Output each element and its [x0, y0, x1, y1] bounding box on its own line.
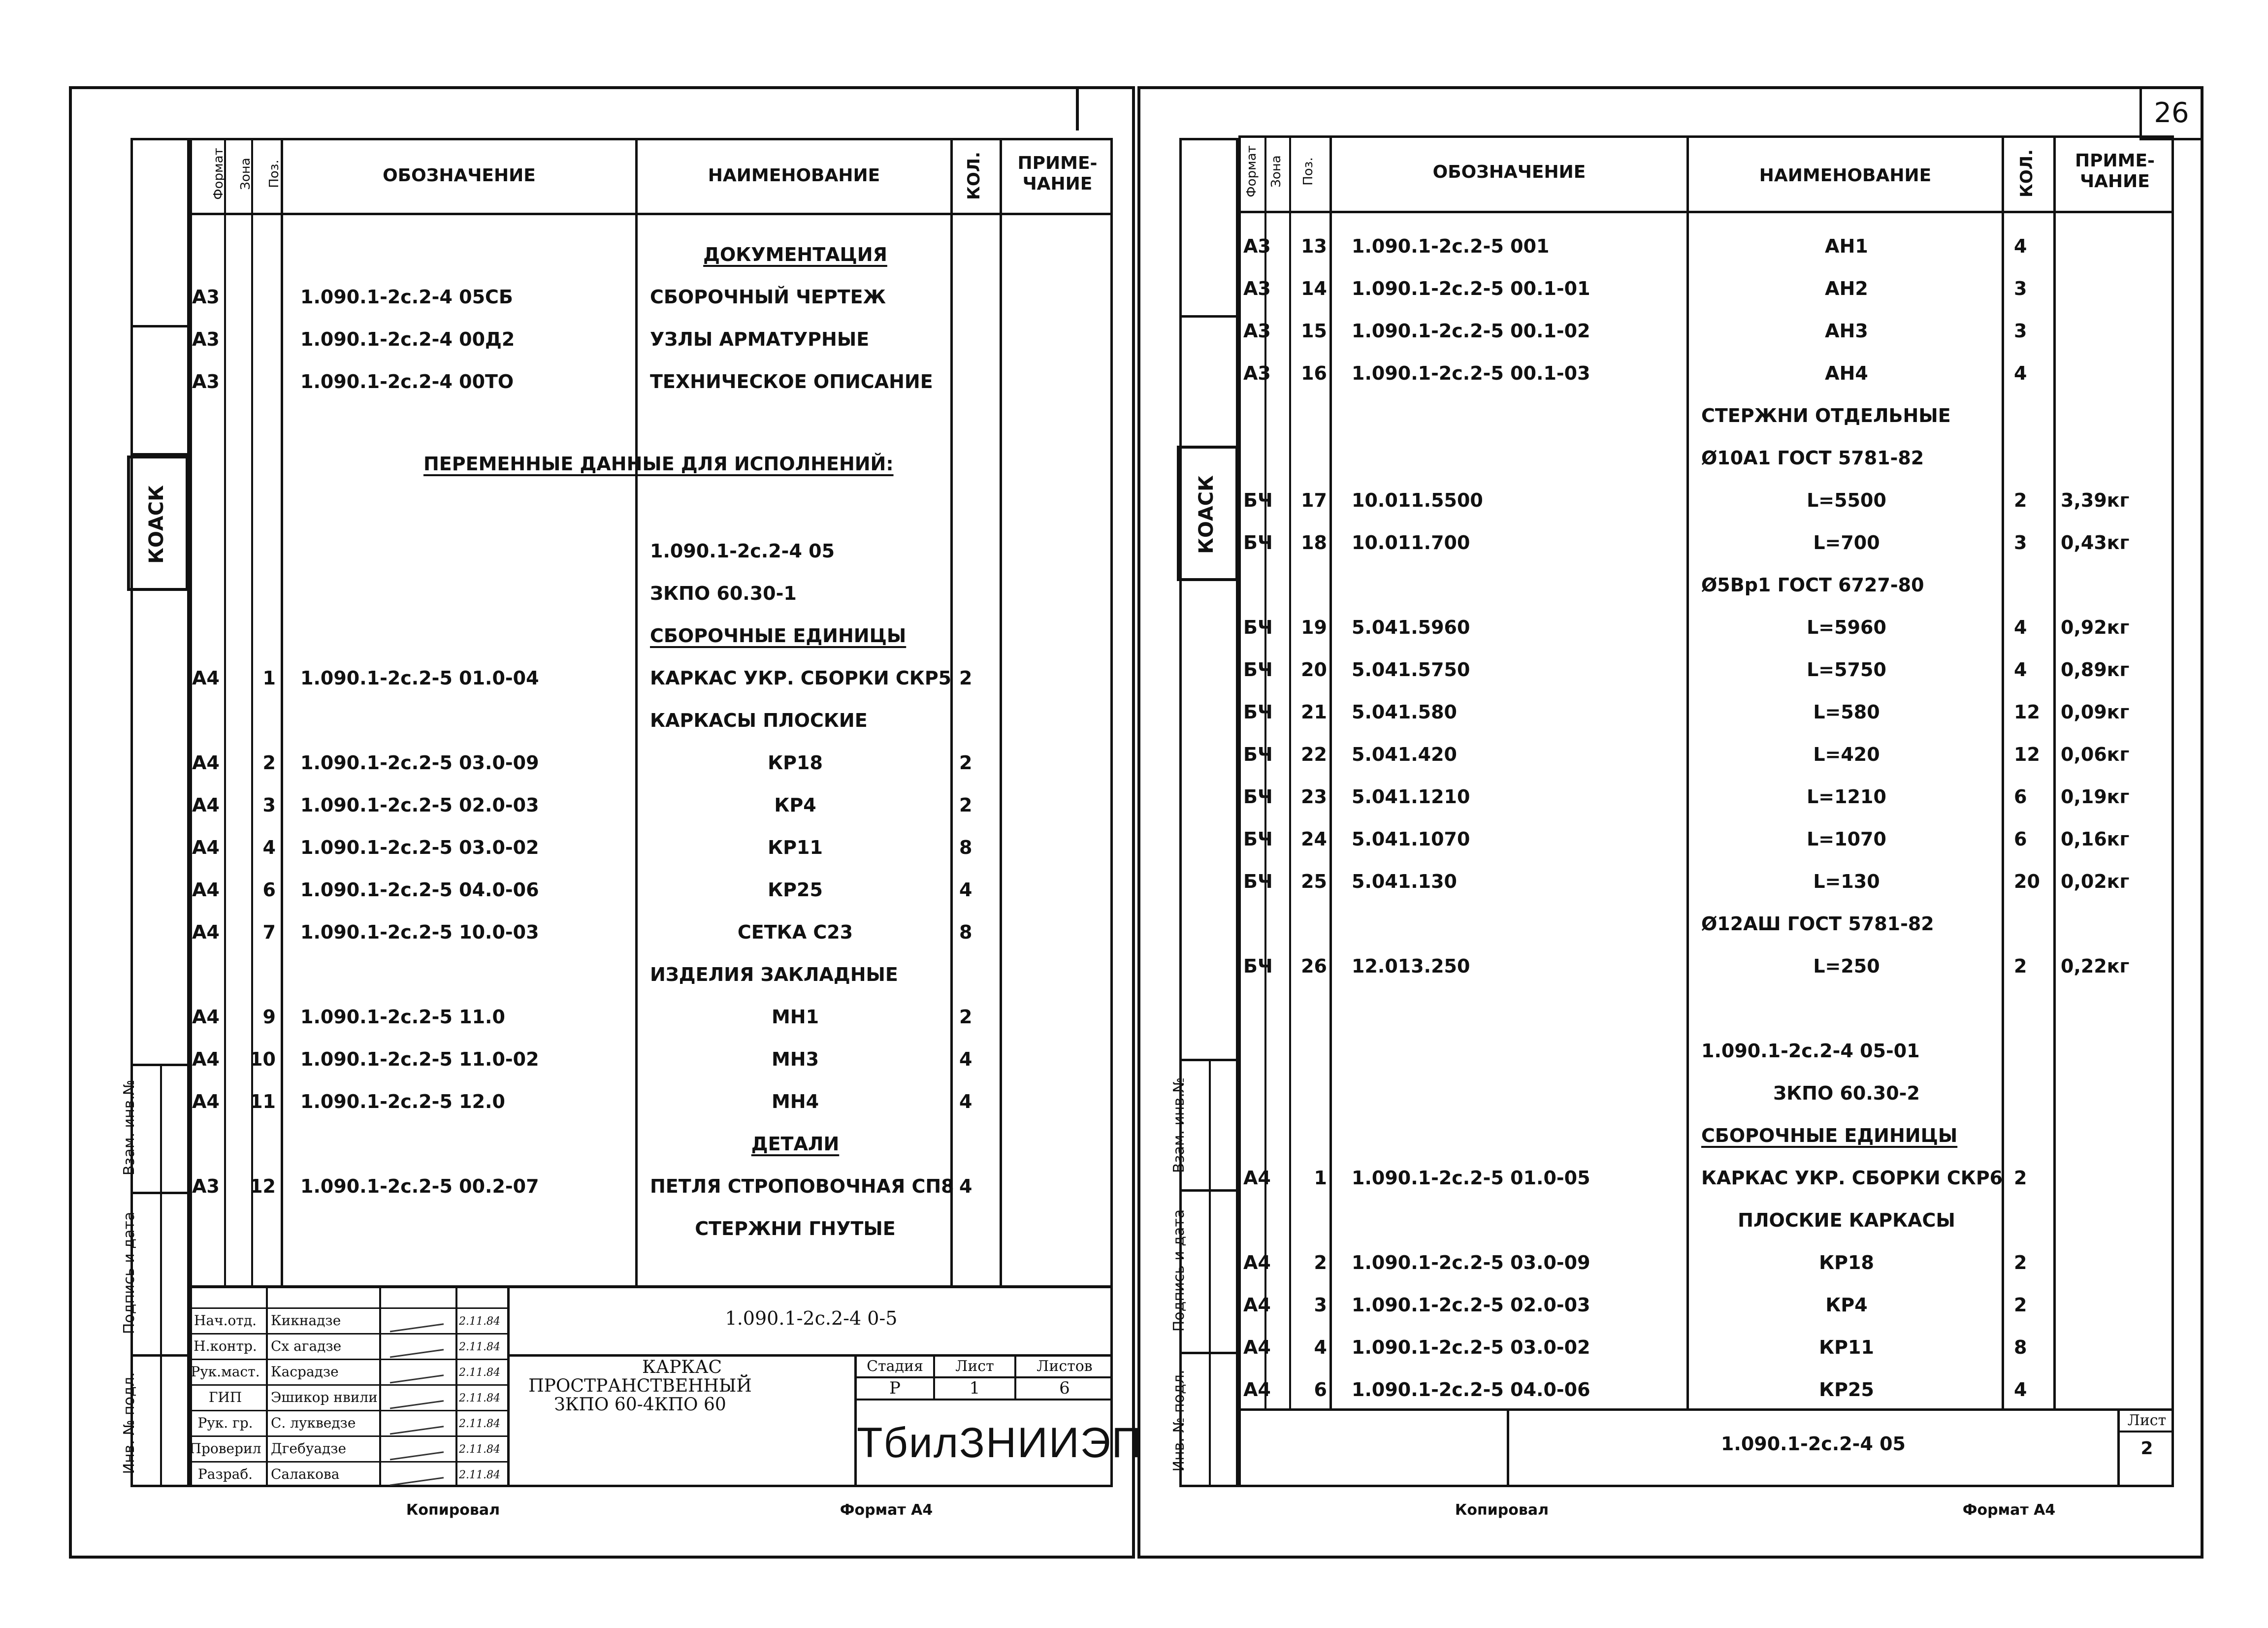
- row-format: БЧ: [1243, 489, 1273, 511]
- row-name: ПЛОСКИЕ КАРКАСЫ: [1738, 1209, 1955, 1231]
- row-format: А4: [192, 1048, 220, 1070]
- row-name: СБОРОЧНЫЕ ЕДИНИЦЫ: [650, 625, 907, 647]
- row-designation: 1.090.1-2с.2-5 11.0-02: [300, 1048, 539, 1070]
- row-quantity: 6: [2014, 786, 2027, 808]
- tb-date: 2.11.84: [459, 1418, 500, 1430]
- tb-role: Рук. гр.: [197, 1415, 253, 1431]
- row-name: МН4: [771, 1091, 819, 1112]
- tb-person: С. лукведзе: [271, 1415, 356, 1431]
- tb-role: Проверил: [189, 1440, 261, 1457]
- tb-date: 2.11.84: [459, 1392, 500, 1404]
- tb-person: Дгебуадзе: [271, 1440, 347, 1457]
- row-quantity: 8: [959, 837, 972, 858]
- right-inv-subst-label: Взам. инв.№: [1170, 1077, 1188, 1173]
- row-quantity: 12: [2014, 744, 2040, 765]
- left-inv-orig-label: Инв. № подл.: [121, 1372, 138, 1474]
- row-name: УЗЛЫ АРМАТУРНЫЕ: [650, 328, 870, 350]
- row-designation: 1.090.1-2с.2-4 00ТО: [300, 371, 514, 392]
- tb-role: Нач.отд.: [194, 1312, 257, 1329]
- tb-person: Салакова: [271, 1466, 340, 1482]
- row-format: А3: [192, 286, 220, 308]
- tb-row-line: [190, 1410, 507, 1411]
- row-position: 25: [1301, 871, 1327, 892]
- row-designation: 10.011.700: [1352, 532, 1470, 554]
- tb-line: [266, 1285, 268, 1487]
- right-hdr-designation: ОБОЗНАЧЕНИЕ: [1432, 162, 1586, 182]
- row-quantity: 2: [2014, 955, 2027, 977]
- row-name: L=130: [1813, 871, 1880, 892]
- left-hdr-note-2: ЧАНИЕ: [1022, 174, 1093, 194]
- row-position: 13: [1301, 235, 1327, 257]
- col-line: [1329, 135, 1332, 1411]
- row-quantity: 6: [2014, 828, 2027, 850]
- row-format: А3: [192, 371, 220, 392]
- tb-date: 2.11.84: [459, 1315, 500, 1328]
- row-format: А4: [1243, 1294, 1271, 1316]
- row-name: L=1210: [1807, 786, 1886, 808]
- row-name: L=580: [1813, 701, 1880, 723]
- row-quantity: 3: [2014, 320, 2027, 342]
- row-designation: 5.041.5750: [1352, 659, 1470, 681]
- row-position: 12: [250, 1175, 276, 1197]
- row-position: 4: [262, 837, 276, 858]
- row-name: КР18: [1819, 1252, 1874, 1273]
- row-designation: 1.090.1-2с.2-4 00Д2: [300, 328, 515, 350]
- row-designation: 5.041.580: [1352, 701, 1457, 723]
- strip-vdiv: [1209, 1059, 1211, 1487]
- row-name: L=250: [1813, 955, 1880, 977]
- row-quantity: 4: [959, 1175, 972, 1197]
- row-name: КАРКАС УКР. СБОРКИ СКР6: [1701, 1167, 2003, 1189]
- row-quantity: 2: [959, 752, 972, 774]
- tb-date: 2.11.84: [459, 1469, 500, 1481]
- row-quantity: 2: [959, 667, 972, 689]
- right-header-divider: [1238, 211, 2174, 213]
- row-format: А4: [1243, 1336, 1271, 1358]
- row-note: 0,19кг: [2061, 786, 2130, 808]
- row-note: 0,06кг: [2061, 744, 2130, 765]
- row-quantity: 4: [959, 879, 972, 901]
- row-format: БЧ: [1243, 871, 1273, 892]
- row-name: Ø12АШ ГОСТ 5781-82: [1701, 913, 1934, 935]
- right-hdr-format: Формат: [1244, 145, 1259, 197]
- row-name: АН2: [1825, 278, 1868, 299]
- row-quantity: 12: [2014, 701, 2040, 723]
- col-line: [281, 138, 283, 1285]
- row-name: Ø5Вр1 ГОСТ 6727-80: [1701, 574, 1924, 596]
- row-name: КР18: [768, 752, 823, 774]
- right-hdr-zone: Зона: [1269, 155, 1284, 188]
- row-note: 0,09кг: [2061, 701, 2130, 723]
- row-format: А4: [192, 1091, 220, 1112]
- col-line: [1289, 135, 1291, 1411]
- row-quantity: 2: [2014, 1252, 2027, 1273]
- row-format: А3: [192, 1175, 220, 1197]
- col-line: [251, 138, 253, 1285]
- right-hdr-qty: КОЛ.: [2017, 149, 2037, 197]
- row-designation: 1.090.1-2с.2-5 03.0-09: [1352, 1252, 1590, 1273]
- left-hdr-pos: Поз.: [267, 160, 282, 188]
- tb-role: Н.контр.: [194, 1338, 257, 1354]
- right-sign-date-label: Подпись и дата: [1170, 1209, 1188, 1332]
- row-designation: 1.090.1-2с.2-5 01.0-04: [300, 667, 539, 689]
- row-format: БЧ: [1243, 659, 1273, 681]
- tb-date: 2.11.84: [459, 1341, 500, 1353]
- row-designation: 1.090.1-2с.2-5 04.0-06: [300, 879, 539, 901]
- row-position: 26: [1301, 955, 1327, 977]
- right-footer-sheet: 2: [2140, 1438, 2153, 1459]
- strip-vdiv: [160, 1064, 162, 1487]
- row-name: КР11: [768, 837, 823, 858]
- right-hdr-note-1: ПРИМЕ-: [2075, 151, 2155, 171]
- row-quantity: 4: [2014, 1379, 2027, 1400]
- row-position: 15: [1301, 320, 1327, 342]
- row-format: А3: [192, 328, 220, 350]
- row-format: БЧ: [1243, 744, 1273, 765]
- row-position: 3: [262, 794, 276, 816]
- left-hdr-format: Формат: [211, 148, 226, 200]
- row-designation: 12.013.250: [1352, 955, 1470, 977]
- row-note: 3,39кг: [2061, 489, 2130, 511]
- left-titleblock-top: [190, 1285, 1113, 1288]
- footer-line: [2117, 1431, 2174, 1433]
- row-format: А3: [1243, 278, 1271, 299]
- row-name: СБОРОЧНЫЙ ЧЕРТЕЖ: [650, 286, 886, 308]
- col-line: [224, 138, 226, 1285]
- left-tb-sheet-label: Лист: [955, 1358, 994, 1375]
- row-designation: 1.090.1-2с.2-5 001: [1352, 235, 1550, 257]
- row-name: КР25: [768, 879, 823, 901]
- tb-date: 2.11.84: [459, 1443, 500, 1456]
- left-inv-subst-label: Взам. инв.№: [121, 1079, 138, 1176]
- row-name: КР25: [1819, 1379, 1874, 1400]
- row-name: ДЕТАЛИ: [751, 1133, 840, 1155]
- left-sheet-top-tab: [1076, 86, 1079, 130]
- row-name: АН1: [1825, 235, 1868, 257]
- row-quantity: 3: [2014, 278, 2027, 299]
- row-note: 0,89кг: [2061, 659, 2130, 681]
- row-designation: 1.090.1-2с.2-4 05СБ: [300, 286, 513, 308]
- col-line: [635, 138, 638, 1285]
- row-quantity: 2: [2014, 1167, 2027, 1189]
- row-designation: 1.090.1-2с.2-5 02.0-03: [1352, 1294, 1590, 1316]
- row-designation: 5.041.420: [1352, 744, 1457, 765]
- left-tb-sheet: 1: [969, 1378, 980, 1398]
- right-format: Формат А4: [1962, 1501, 2056, 1519]
- row-format: А4: [192, 667, 220, 689]
- row-name: АН3: [1825, 320, 1868, 342]
- tb-role: Рук.маст.: [191, 1364, 260, 1380]
- row-format: А4: [192, 921, 220, 943]
- row-designation: 1.090.1-2с.2-5 03.0-02: [1352, 1336, 1590, 1358]
- right-footer-top: [1238, 1408, 2174, 1411]
- row-format: А4: [192, 1006, 220, 1028]
- row-quantity: 4: [959, 1091, 972, 1112]
- left-copied: Копировал: [406, 1501, 500, 1519]
- row-format: А4: [192, 879, 220, 901]
- left-sign-date-label: Подпись и дата: [121, 1211, 138, 1335]
- row-designation: 1.090.1-2с.2-5 12.0: [300, 1091, 505, 1112]
- left-tb-sheets-label: Листов: [1037, 1358, 1093, 1375]
- row-name: СТЕРЖНИ ОТДЕЛЬНЫЕ: [1701, 405, 1951, 426]
- right-stamp-label: КОАСК: [1195, 475, 1218, 554]
- row-position: 9: [262, 1006, 276, 1028]
- row-designation: 1.090.1-2с.2-5 11.0: [300, 1006, 505, 1028]
- row-name: 1.090.1-2с.2-4 05-01: [1701, 1040, 1920, 1062]
- row-quantity: 8: [959, 921, 972, 943]
- row-name: СТЕРЖНИ ГНУТЫЕ: [695, 1218, 896, 1239]
- col-line: [2053, 135, 2056, 1411]
- left-format: Формат А4: [840, 1501, 933, 1519]
- row-format: А4: [192, 752, 220, 774]
- left-tb-product-1: КАРКАС: [642, 1357, 722, 1377]
- row-quantity: 3: [2014, 532, 2027, 554]
- row-position: 24: [1301, 828, 1327, 850]
- tb-row-line: [190, 1384, 507, 1386]
- row-name: КР11: [1819, 1336, 1874, 1358]
- row-position: 21: [1301, 701, 1327, 723]
- row-position: 1: [262, 667, 276, 689]
- row-name: 1.090.1-2с.2-4 05: [650, 540, 835, 562]
- tb-line: [455, 1285, 457, 1487]
- left-tb-code: 1.090.1-2с.2-4 0-5: [725, 1307, 898, 1329]
- tb-row-line: [190, 1359, 507, 1360]
- left-header-divider: [190, 213, 1113, 215]
- row-format: А4: [192, 837, 220, 858]
- row-position: 6: [262, 879, 276, 901]
- row-position: 4: [1314, 1336, 1327, 1358]
- row-name: СЕТКА С23: [737, 921, 853, 943]
- row-name: КАРКАС УКР. СБОРКИ СКР5: [650, 667, 952, 689]
- row-designation: 10.011.5500: [1352, 489, 1483, 511]
- tb-date: 2.11.84: [459, 1367, 500, 1379]
- row-name: L=1070: [1807, 828, 1886, 850]
- tb-line: [379, 1285, 381, 1487]
- row-designation: 1.090.1-2с.2-5 02.0-03: [300, 794, 539, 816]
- right-copied: Копировал: [1455, 1501, 1549, 1519]
- row-position: 22: [1301, 744, 1327, 765]
- row-format: БЧ: [1243, 955, 1273, 977]
- row-name: ЗКПО 60.30-1: [650, 583, 797, 604]
- row-quantity: 4: [2014, 235, 2027, 257]
- row-format: БЧ: [1243, 532, 1273, 554]
- tb-line: [507, 1354, 1113, 1357]
- row-note: 0,22кг: [2061, 955, 2130, 977]
- row-name: КАРКАСЫ ПЛОСКИЕ: [650, 710, 868, 731]
- left-tb-product-3: ЗКПО 60-4КПО 60: [554, 1395, 726, 1415]
- right-hdr-name: НАИМЕНОВАНИЕ: [1759, 165, 1932, 186]
- row-designation: 1.090.1-2с.2-5 01.0-05: [1352, 1167, 1590, 1189]
- right-inv-orig-label: Инв. № подл.: [1170, 1369, 1188, 1472]
- tb-row-line: [190, 1333, 507, 1335]
- row-note: 0,02кг: [2061, 871, 2130, 892]
- tb-person: Касрадзе: [271, 1364, 339, 1380]
- row-designation: 1.090.1-2с.2-5 03.0-09: [300, 752, 539, 774]
- row-format: БЧ: [1243, 617, 1273, 638]
- row-name: L=5750: [1807, 659, 1886, 681]
- row-designation: 5.041.1210: [1352, 786, 1470, 808]
- row-note: 0,92кг: [2061, 617, 2130, 638]
- row-quantity: 2: [2014, 489, 2027, 511]
- row-position: 14: [1301, 278, 1327, 299]
- left-hdr-zone: Зона: [238, 158, 253, 190]
- row-quantity: 4: [2014, 617, 2027, 638]
- row-name: L=5960: [1807, 617, 1886, 638]
- row-designation: 1.090.1-2с.2-5 00.2-07: [300, 1175, 539, 1197]
- row-quantity: 20: [2014, 871, 2040, 892]
- row-quantity: 2: [959, 794, 972, 816]
- row-designation: 5.041.5960: [1352, 617, 1470, 638]
- row-note: 0,16кг: [2061, 828, 2130, 850]
- left-tb-stage: Р: [889, 1378, 901, 1398]
- row-designation: 1.090.1-2с.2-5 03.0-02: [300, 837, 539, 858]
- col-line: [1000, 138, 1002, 1285]
- row-position: 19: [1301, 617, 1327, 638]
- row-name: ЗКПО 60.30-2: [1773, 1082, 1920, 1104]
- row-name: ДОКУМЕНТАЦИЯ: [703, 244, 887, 265]
- right-footer-sheet-label: Лист: [2127, 1412, 2167, 1429]
- tb-role: Разраб.: [197, 1466, 253, 1482]
- tb-person: Сх агадзе: [271, 1338, 342, 1354]
- left-variable-data-heading: ПЕРЕМЕННЫЕ ДАННЫЕ ДЛЯ ИСПОЛНЕНИЙ:: [423, 453, 894, 475]
- row-position: 2: [1314, 1252, 1327, 1273]
- row-designation: 1.090.1-2с.2-5 10.0-03: [300, 921, 539, 943]
- row-name: L=700: [1813, 532, 1880, 554]
- left-tb-sheets: 6: [1059, 1378, 1070, 1398]
- row-name: МН1: [771, 1006, 819, 1028]
- row-name: ТЕХНИЧЕСКОЕ ОПИСАНИЕ: [650, 371, 933, 392]
- row-position: 23: [1301, 786, 1327, 808]
- row-name: КР4: [1825, 1294, 1868, 1316]
- row-position: 17: [1301, 489, 1327, 511]
- left-tb-stage-label: Стадия: [867, 1358, 923, 1375]
- row-quantity: 2: [2014, 1294, 2027, 1316]
- row-format: БЧ: [1243, 828, 1273, 850]
- row-name: ИЗДЕЛИЯ ЗАКЛАДНЫЕ: [650, 964, 898, 985]
- row-position: 7: [262, 921, 276, 943]
- tb-row-line: [190, 1461, 507, 1463]
- right-footer-code: 1.090.1-2с.2-4 05: [1720, 1433, 1906, 1455]
- row-quantity: 4: [2014, 362, 2027, 384]
- row-name: Ø10А1 ГОСТ 5781-82: [1701, 447, 1924, 469]
- tb-person: Эшикор нвили: [271, 1389, 378, 1405]
- row-designation: 5.041.130: [1352, 871, 1457, 892]
- row-format: БЧ: [1243, 701, 1273, 723]
- row-designation: 1.090.1-2с.2-5 00.1-02: [1352, 320, 1590, 342]
- left-hdr-qty: КОЛ.: [964, 152, 984, 200]
- row-quantity: 2: [959, 1006, 972, 1028]
- left-hdr-name: НАИМЕНОВАНИЕ: [708, 165, 880, 186]
- row-format: А4: [1243, 1252, 1271, 1273]
- right-hdr-pos: Поз.: [1301, 157, 1316, 186]
- strip-div: [130, 325, 190, 327]
- row-position: 18: [1301, 532, 1327, 554]
- row-designation: 1.090.1-2с.2-5 00.1-01: [1352, 278, 1590, 299]
- row-position: 2: [262, 752, 276, 774]
- row-designation: 5.041.1070: [1352, 828, 1470, 850]
- row-position: 6: [1314, 1379, 1327, 1400]
- col-line: [2002, 135, 2004, 1411]
- tb-person: Кикнадзе: [271, 1312, 341, 1329]
- row-position: 3: [1314, 1294, 1327, 1316]
- row-name: МН3: [771, 1048, 819, 1070]
- left-hdr-designation: ОБОЗНАЧЕНИЕ: [383, 165, 536, 186]
- row-name: КР4: [774, 794, 816, 816]
- tb-row-line: [190, 1307, 507, 1309]
- right-hdr-note-2: ЧАНИЕ: [2080, 171, 2150, 192]
- row-format: А4: [1243, 1167, 1271, 1189]
- row-format: БЧ: [1243, 786, 1273, 808]
- left-tb-org: ТбилЗНИИЭП: [857, 1419, 1143, 1466]
- row-format: А3: [1243, 235, 1271, 257]
- row-name: L=420: [1813, 744, 1880, 765]
- left-hdr-note-1: ПРИМЕ-: [1017, 153, 1098, 173]
- row-designation: 1.090.1-2с.2-5 04.0-06: [1352, 1379, 1590, 1400]
- row-format: А3: [1243, 320, 1271, 342]
- row-position: 1: [1314, 1167, 1327, 1189]
- tb-row-line: [190, 1435, 507, 1437]
- tb-line: [854, 1399, 1113, 1400]
- row-name: АН4: [1825, 362, 1868, 384]
- strip-div: [1179, 315, 1238, 318]
- row-format: А4: [192, 794, 220, 816]
- row-quantity: 8: [2014, 1336, 2027, 1358]
- row-format: А4: [1243, 1379, 1271, 1400]
- col-line: [1686, 135, 1689, 1411]
- row-position: 10: [250, 1048, 276, 1070]
- left-stamp-label: КОАСК: [145, 485, 168, 564]
- left-tb-product-2: ПРОСТРАНСТВЕННЫЙ: [528, 1376, 752, 1396]
- row-quantity: 4: [2014, 659, 2027, 681]
- row-name: СБОРОЧНЫЕ ЕДИНИЦЫ: [1701, 1125, 1958, 1146]
- row-name: L=5500: [1807, 489, 1886, 511]
- col-line: [950, 138, 953, 1285]
- row-name: ПЕТЛЯ СТРОПОВОЧНАЯ СП8: [650, 1175, 954, 1197]
- row-position: 20: [1301, 659, 1327, 681]
- tb-role: ГИП: [208, 1389, 242, 1405]
- row-position: 16: [1301, 362, 1327, 384]
- row-note: 0,43кг: [2061, 532, 2130, 554]
- row-position: 11: [250, 1091, 276, 1112]
- right-page-number: 26: [2154, 97, 2189, 129]
- row-quantity: 4: [959, 1048, 972, 1070]
- row-format: А3: [1243, 362, 1271, 384]
- row-designation: 1.090.1-2с.2-5 00.1-03: [1352, 362, 1590, 384]
